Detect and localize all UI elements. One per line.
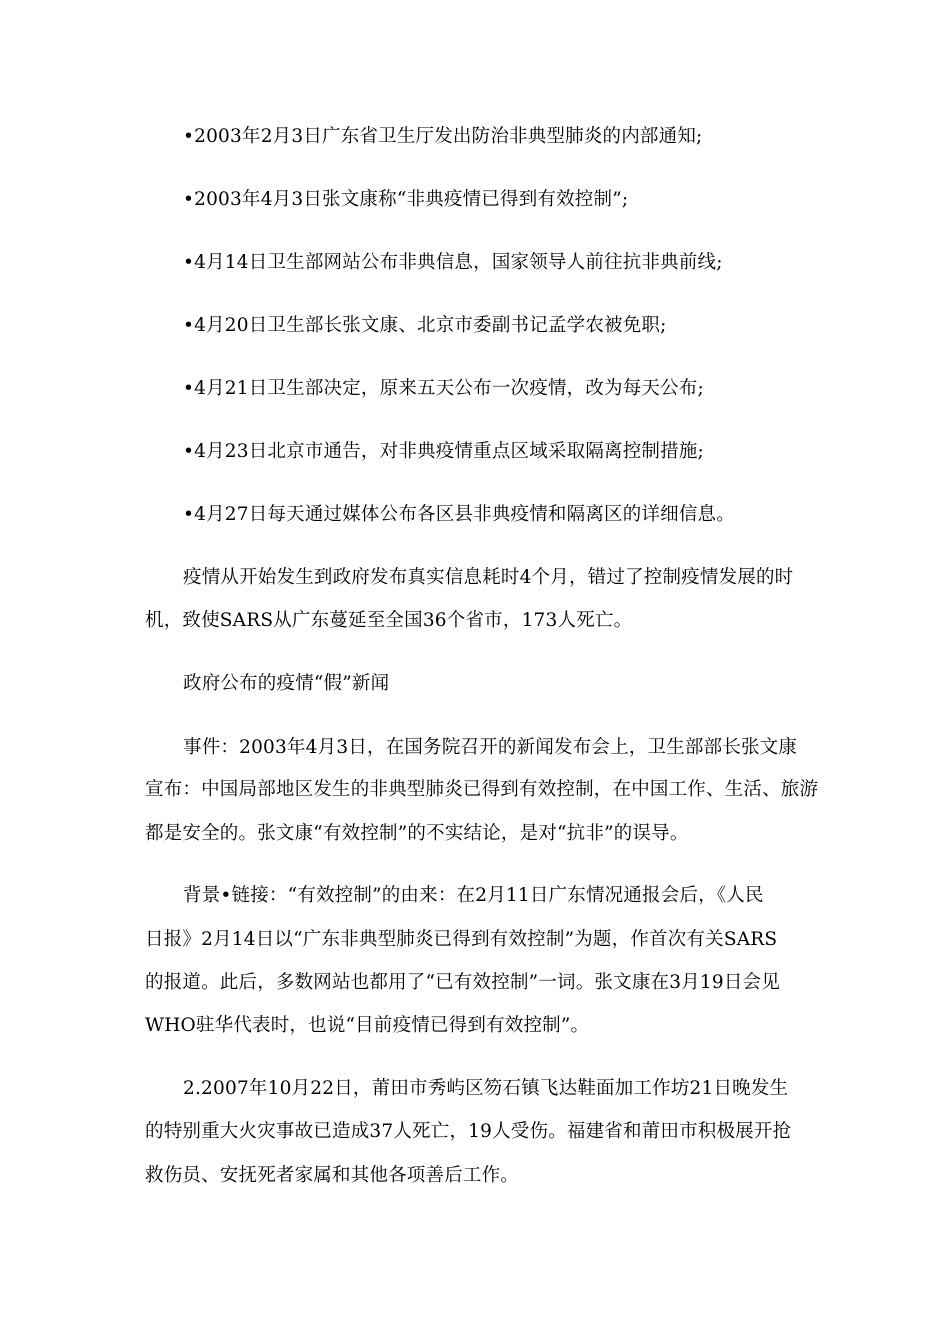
paragraph-line: 日报》2月14日以“广东非典型肺炎已得到有效控制”为题，作首次有关SARS: [145, 929, 778, 950]
bullet-item: •4月23日北京市通告，对非典疫情重点区域采取隔离控制措施;: [183, 441, 704, 462]
paragraph-line: 宣布：中国局部地区发生的非典型肺炎已得到有效控制，在中国工作、生活、旅游: [145, 779, 819, 800]
paragraph-line: 背景•链接：“有效控制”的由来：在2月11日广东情况通报会后，《人民: [183, 885, 764, 906]
paragraph-line: 机，致使SARS从广东蔓延至全国36个省市，173人死亡。: [145, 610, 633, 631]
bullet-item: •4月21日卫生部决定，原来五天公布一次疫情，改为每天公布;: [183, 378, 704, 399]
paragraph-line: WHO驻华代表时，也说“目前疫情已得到有效控制”。: [145, 1015, 590, 1036]
paragraph-line: 都是安全的。张文康“有效控制”的不实结论，是对“抗非”的误导。: [145, 823, 689, 844]
bullet-item: •2003年2月3日广东省卫生厅发出防治非典型肺炎的内部通知;: [183, 126, 703, 147]
paragraph-line: 救伤员、安抚死者家属和其他各项善后工作。: [145, 1165, 520, 1186]
section-heading: 政府公布的疫情“假”新闻: [183, 673, 390, 694]
paragraph-line: 2.2007年10月22日，莆田市秀屿区笏石镇飞达鞋面加工作坊21日晚发生: [183, 1078, 789, 1099]
bullet-item: •4月27日每天通过媒体公布各区县非典疫情和隔离区的详细信息。: [183, 504, 735, 525]
bullet-item: •2003年4月3日张文康称“非典疫情已得到有效控制”;: [183, 189, 629, 210]
paragraph-line: 疫情从开始发生到政府发布真实信息耗时4个月，错过了控制疫情发展的时: [183, 567, 794, 588]
paragraph-line: 的报道。此后，多数网站也都用了“已有效控制”一词。张文康在3月19日会见: [145, 972, 780, 993]
paragraph-line: 的特别重大火灾事故已造成37人死亡，19人受伤。福建省和莆田市积极展开抢: [145, 1121, 792, 1142]
paragraph-line: 事件：2003年4月3日，在国务院召开的新闻发布会上，卫生部部长张文康: [183, 737, 798, 758]
bullet-item: •4月20日卫生部长张文康、北京市委副书记孟学农被免职;: [183, 315, 667, 336]
bullet-item: •4月14日卫生部网站公布非典信息，国家领导人前往抗非典前线;: [183, 252, 723, 273]
